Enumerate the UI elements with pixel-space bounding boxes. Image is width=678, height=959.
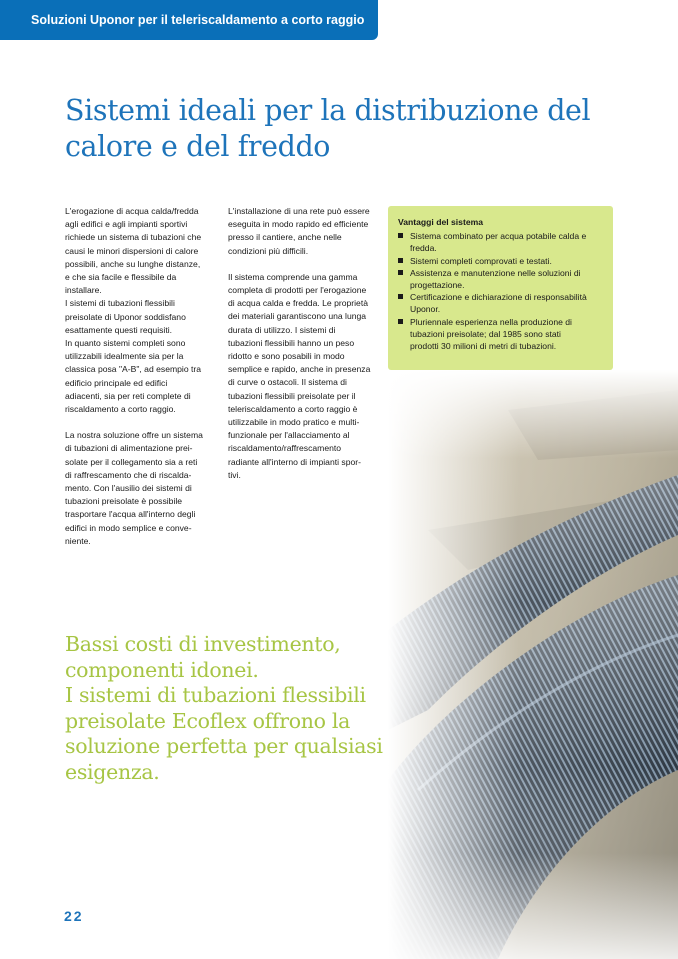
text-line: esattamente questi requisiti. xyxy=(65,324,173,335)
text-line: mento. Con l'ausilio dei sistemi di xyxy=(65,483,192,494)
text-line: prodotti 30 milioni di metri di tubazioni. xyxy=(410,341,557,352)
text-line: Il sistema comprende una gamma xyxy=(228,271,358,282)
text-line: di curve o ostacoli. Il sistema di xyxy=(228,377,347,388)
bullet-square-icon xyxy=(398,233,403,238)
page-title-line-2: calore e del freddo xyxy=(65,130,331,163)
text-line: Uponor. xyxy=(410,304,441,315)
text-line: niente. xyxy=(65,535,91,546)
text-line: durata di utilizzo. I sistemi di xyxy=(228,324,336,335)
text-line: completa di prodotti per l'erogazione xyxy=(228,285,367,296)
section-header xyxy=(0,0,378,40)
text-column-2 xyxy=(228,205,378,495)
text-line: riscaldamento a corto raggio. xyxy=(65,404,176,415)
text-line: Assistenza e manutenzione nelle soluzioni di xyxy=(410,267,581,278)
text-line: di raffrescamento che di riscalda- xyxy=(65,469,192,480)
column1-paragraph-2 xyxy=(65,429,215,548)
benefit-item xyxy=(398,316,603,353)
text-line: Bassi costi di investimento, xyxy=(65,632,341,656)
text-line: In quanto sistemi completi sono xyxy=(65,338,186,349)
bullet-square-icon xyxy=(398,270,403,275)
text-line: funzionale per l'allacciamento al xyxy=(228,430,350,441)
text-line: edifici in modo semplice e conve- xyxy=(65,522,192,533)
text-line: dei materiali garantiscono una lunga xyxy=(228,311,367,322)
column2-paragraph-2 xyxy=(228,271,378,482)
text-line: utilizzabili idealmente sia per la xyxy=(65,351,184,362)
text-line: I sistemi di tubazioni flessibili xyxy=(65,683,366,707)
benefit-item xyxy=(398,255,603,267)
text-line: componenti idonei. xyxy=(65,657,259,682)
page-title xyxy=(65,93,625,165)
column2-paragraph-1 xyxy=(228,205,378,258)
text-line: causi le minori dispersioni di calore xyxy=(65,245,199,256)
text-line: ridotto e sono posabili in modo xyxy=(228,351,345,362)
text-line: di acqua calda e fredda. Le proprietà xyxy=(228,298,368,309)
page-title-line-1: Sistemi ideali per la distribuzione del xyxy=(65,94,591,127)
text-line: progettazione. xyxy=(410,280,465,291)
pipes-photo xyxy=(388,370,678,959)
page-number: 22 xyxy=(64,908,84,924)
text-line: agli edifici e agli impianti sportivi xyxy=(65,219,188,230)
text-line: richiede un sistema di tubazioni che xyxy=(65,232,202,243)
text-line: presso il cantiere, anche nelle xyxy=(228,232,342,243)
text-line: adiacenti, sia per reti complete di xyxy=(65,390,191,401)
text-line: tubazioni preisolate è possibile xyxy=(65,496,183,507)
text-line: La nostra soluzione offre un sistema xyxy=(65,430,203,441)
text-line: tubazioni flessibili hanno un peso xyxy=(228,337,355,348)
text-line: esigenza. xyxy=(65,759,160,784)
bullet-square-icon xyxy=(398,294,403,299)
text-line: classica posa "A-B", ad esempio tra xyxy=(65,364,202,375)
text-line: Certificazione e dichiarazione di responsabilità xyxy=(410,292,587,303)
tagline xyxy=(65,632,425,785)
text-line: Sistemi completi comprovati e testati. xyxy=(410,255,552,266)
text-line: soluzione perfetta per qualsiasi xyxy=(65,734,383,758)
benefit-item xyxy=(398,291,603,315)
text-column-1 xyxy=(65,205,215,561)
bullet-square-icon xyxy=(398,319,403,324)
text-line: L'installazione di una rete può essere xyxy=(228,206,370,216)
text-line: I sistemi di tubazioni flessibili xyxy=(65,298,175,309)
benefits-title: Vantaggi del sistema xyxy=(398,217,484,227)
text-line: radiante all'interno di impianti spor- xyxy=(228,456,362,467)
column1-paragraph-1 xyxy=(65,205,215,416)
text-line: riscaldamento/raffrescamento xyxy=(228,443,342,454)
pipes-illustration xyxy=(388,370,678,959)
text-line: fredda. xyxy=(410,243,437,254)
text-line: teleriscaldamento a corto raggio è xyxy=(228,403,358,414)
text-line: possibili, anche su lunghe distanze, xyxy=(65,258,201,269)
text-line: trasportare l'acqua all'interno degli xyxy=(65,509,196,520)
bullet-square-icon xyxy=(398,258,403,263)
text-line: L'erogazione di acqua calda/fredda xyxy=(65,206,199,216)
text-line: e che sia facile e flessibile da installare. xyxy=(65,272,177,296)
text-line: solate per il collegamento sia a reti xyxy=(65,456,198,467)
text-line: Sistema combinato per acqua potabile calda e xyxy=(410,231,587,242)
text-line: semplice e rapido, anche in presenza xyxy=(228,364,371,375)
text-line: tubazioni preisolate; dal 1985 sono stati xyxy=(410,328,561,339)
benefits-box xyxy=(388,206,613,370)
text-line: eseguita in modo rapido ed efficiente xyxy=(228,219,369,230)
benefit-item xyxy=(398,230,603,254)
text-line: condizioni più difficili. xyxy=(228,245,309,256)
section-header-title: Soluzioni Uponor per il teleriscaldamento a corto raggio xyxy=(31,13,365,27)
text-line: Pluriennale esperienza nella produzione di xyxy=(410,316,572,327)
text-line: di tubazioni di alimentazione prei- xyxy=(65,443,193,454)
text-line: preisolate Ecoflex offrono la xyxy=(65,708,351,733)
benefits-list xyxy=(398,230,603,352)
text-line: utilizzabile in modo pratico e multi- xyxy=(228,417,360,428)
text-line: tivi. xyxy=(228,469,241,480)
text-line: tubazioni flessibili preisolate per il xyxy=(228,390,356,401)
text-line: edificio principale ed edifici xyxy=(65,377,168,388)
benefit-item xyxy=(398,267,603,291)
text-line: preisolate di Uponor soddisfano xyxy=(65,311,186,322)
